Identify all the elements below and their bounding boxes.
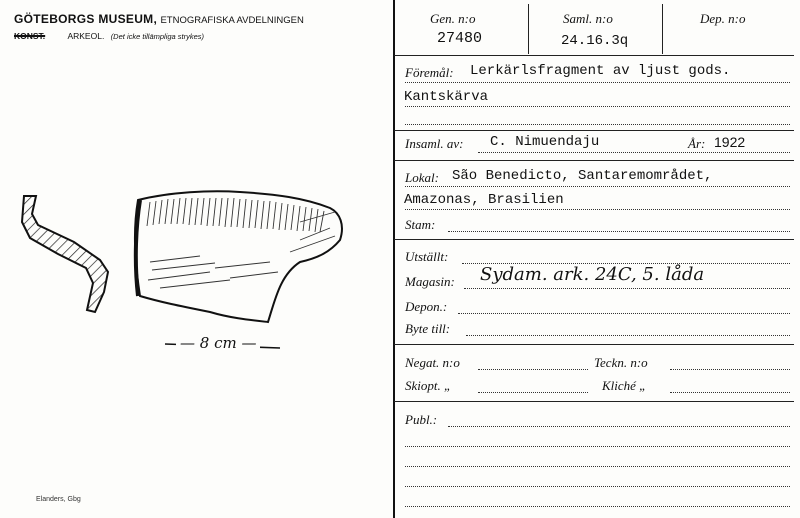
skiopt-label: Skiopt. „	[405, 378, 452, 393]
section-note: (Det icke tillämpliga strykes)	[110, 32, 205, 41]
byte-label: Byte till:	[405, 321, 451, 336]
magasin-label: Magasin:	[405, 274, 455, 289]
department-name: ETNOGRAFISKA AVDELNINGEN	[160, 15, 304, 26]
depon-label: Depon.:	[405, 299, 448, 314]
foremal-label: Föremål:	[405, 65, 454, 80]
sherd-profile	[22, 196, 108, 312]
insaml-value: C. Nimuendaju	[490, 134, 600, 150]
saml-label: Saml. n:o	[563, 11, 613, 26]
stam-label: Stam:	[405, 217, 436, 232]
section-label: ARKEOL.	[67, 31, 105, 41]
struck-label: KONST.	[14, 31, 46, 41]
lokal-value: São Benedicto, Santaremområdet,	[452, 168, 713, 184]
foremal-value-2: Kantskärva	[404, 89, 489, 105]
lokal-value-2: Amazonas, Brasilien	[404, 192, 564, 208]
dep-label: Dep. n:o	[700, 11, 746, 26]
ar-label: År:	[688, 136, 706, 151]
sherd-shading	[147, 198, 335, 288]
sherd-drawing	[0, 0, 390, 518]
scale-label: — 8 cm —	[176, 334, 260, 352]
magasin-value: Sydam. ark. 24C, 5. låda	[480, 264, 705, 285]
publ-label: Publ.:	[405, 412, 438, 427]
lokal-label: Lokal:	[405, 170, 439, 185]
kliche-label: Kliché „	[602, 378, 647, 393]
gen-label: Gen. n:o	[430, 11, 476, 26]
gen-value: 27480	[437, 30, 483, 47]
saml-value: 24.16.3q	[561, 33, 629, 49]
ar-value: 1922	[714, 134, 746, 150]
insaml-label: Insaml. av:	[405, 136, 464, 151]
foremal-value: Lerkärlsfragment av ljust gods.	[470, 63, 731, 79]
card-divider	[393, 0, 395, 518]
teckn-label: Teckn. n:o	[594, 355, 648, 370]
museum-name: GÖTEBORGS MUSEUM,	[14, 12, 158, 26]
printer-mark: Elanders, Gbg	[36, 496, 81, 503]
utstallt-label: Utställt:	[405, 249, 449, 264]
negat-label: Negat. n:o	[405, 355, 460, 370]
